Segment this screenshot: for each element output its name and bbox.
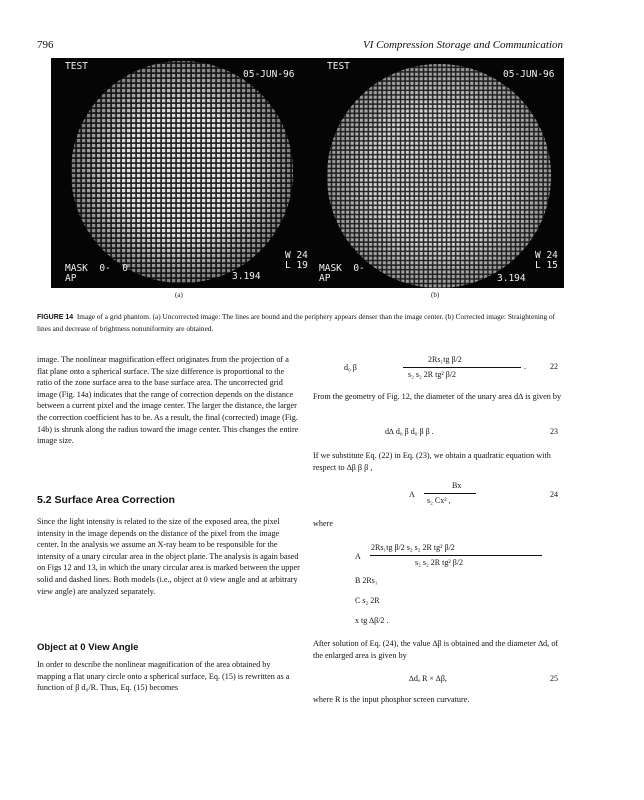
eq22-tail: . bbox=[524, 362, 526, 371]
running-head: VI Compression Storage and Communication bbox=[362, 39, 563, 51]
right-text-4 bbox=[313, 694, 564, 706]
paragraph-text: Since the light intensity is related to the size of the exposed area, the pixel intensity in the image depends on the distance of the pixel from the image center. In the analysis we assume an X-ray beam to be responsible for the intensity of a unary circular area in the object plane. The analysis is again based on Figs 12 and 13, in which the unary circular area is marked between the upper solid and dashed lines. Both models (i.e., object at 0 view angle and at arbitrary view angle) are analyzed separately. bbox=[37, 517, 300, 596]
overlay-test-label: TEST bbox=[327, 61, 350, 72]
caption-text: Image of a grid phantom. (a) Uncorrected image: The lines are bound and the periphery appears denser than the image center. (b) Corrected image: Straightening of lines and decrease of brightness nonuniformity are obtained. bbox=[37, 312, 556, 333]
caption-label: FIGURE 14 bbox=[37, 314, 74, 321]
overlay-date: 05-JUN-96 bbox=[243, 69, 295, 80]
eq24-numerator: Bx bbox=[452, 481, 462, 490]
overlay-test-label: TEST bbox=[65, 61, 88, 72]
overlay-value: 3.194 bbox=[497, 273, 526, 284]
eq24-denominator: s₂ Cx² , bbox=[427, 496, 451, 505]
eq23: d∆ d₀ β d₀ β β . bbox=[385, 427, 434, 436]
grid-phantom-image-a bbox=[51, 58, 314, 288]
figure-panel-b bbox=[313, 58, 564, 288]
overlay-mask: MASK 0- AP bbox=[319, 263, 365, 284]
overlay-mask: MASK 0- 0 AP bbox=[65, 263, 128, 284]
right-text-1 bbox=[313, 391, 564, 403]
eq22-numerator: 2Rs₁tg β/2 bbox=[428, 355, 462, 364]
figure-caption bbox=[37, 312, 564, 334]
paragraph-text: From the geometry of Fig. 12, the diameter of the unary area d∆ is given by bbox=[313, 392, 562, 401]
grid-phantom-image-b bbox=[313, 58, 564, 288]
eq25-number: 25 bbox=[550, 674, 558, 683]
left-para-1 bbox=[37, 354, 300, 447]
where-label: where bbox=[313, 519, 334, 528]
section-heading: 5.2 Surface Area Correction bbox=[37, 494, 175, 506]
paragraph-text: image. The nonlinear magnification effect originates from the projection of a flat plane onto a spherical surface. The size difference is proportional to the ratio of the zone surface area to the base surface area. The uncorrected grid image (Fig. 14a) indicates that the range of correction depends on the distance between a current pixel and the image center. The larger the distance, the larger the correction coefficient has to be. As a result, the final (corrected) image (Fig. 14b) is shrunk along the radius toward the image center. This changes the entire image size. bbox=[37, 355, 299, 446]
subsection-heading: Object at 0 View Angle bbox=[37, 642, 139, 653]
eq22-fraction-bar bbox=[403, 367, 521, 368]
defA-fraction-bar bbox=[370, 555, 542, 556]
defA-numerator: 2Rs₁tg β/2 s₂ s₂ 2R tg² β/2 bbox=[371, 543, 455, 552]
defx: x tg ∆β/2 . bbox=[355, 616, 389, 625]
paragraph-text: In order to describe the nonlinear magnification of the area obtained by mapping a flat unary circle onto a spherical surface, Eq. (15) is rewritten as a function of β d₀/R. Thus, Eq. (15) becomes bbox=[37, 660, 290, 693]
eq22-number: 22 bbox=[550, 362, 558, 371]
defB: B 2Rs₁ bbox=[355, 576, 378, 585]
eq24-fraction-bar bbox=[424, 493, 476, 494]
paragraph-text: After solution of Eq. (24), the value ∆β is obtained and the diameter ∆dₐ of the enlarged area is given by bbox=[313, 639, 559, 660]
page-number: 796 bbox=[37, 39, 54, 51]
overlay-window-level: W 24 L 19 bbox=[285, 250, 308, 271]
paragraph-text: If we substitute Eq. (22) in Eq. (23), we obtain a quadratic equation with respect to ∆β β β , bbox=[313, 451, 551, 472]
defA-lhs: A bbox=[355, 552, 361, 561]
subfigure-label-b: (b) bbox=[431, 291, 440, 299]
left-para-3 bbox=[37, 659, 300, 694]
overlay-window-level: W 24 L 15 bbox=[535, 250, 558, 271]
eq22-denominator: s₂ s₂ 2R tg² β/2 bbox=[408, 370, 457, 379]
left-para-2 bbox=[37, 516, 300, 597]
overlay-value: 3.194 bbox=[232, 271, 261, 282]
defC: C s₂ 2R bbox=[355, 596, 380, 605]
eq25: ∆dₐ R × ∆β, bbox=[409, 674, 447, 683]
overlay-date: 05-JUN-96 bbox=[503, 69, 555, 80]
right-text-2 bbox=[313, 450, 564, 473]
eq23-number: 23 bbox=[550, 427, 558, 436]
eq24-lhs: A bbox=[409, 490, 415, 499]
eq22-lhs: d₀ β bbox=[344, 363, 357, 372]
defA-denominator: s₂ s₂ 2R tg² β/2 bbox=[415, 558, 464, 567]
right-text-3 bbox=[313, 638, 564, 661]
subfigure-label-a: (a) bbox=[175, 291, 183, 299]
paragraph-text: where R is the input phosphor screen curvature. bbox=[313, 695, 470, 704]
eq24-number: 24 bbox=[550, 490, 558, 499]
figure-panel-a bbox=[51, 58, 314, 288]
